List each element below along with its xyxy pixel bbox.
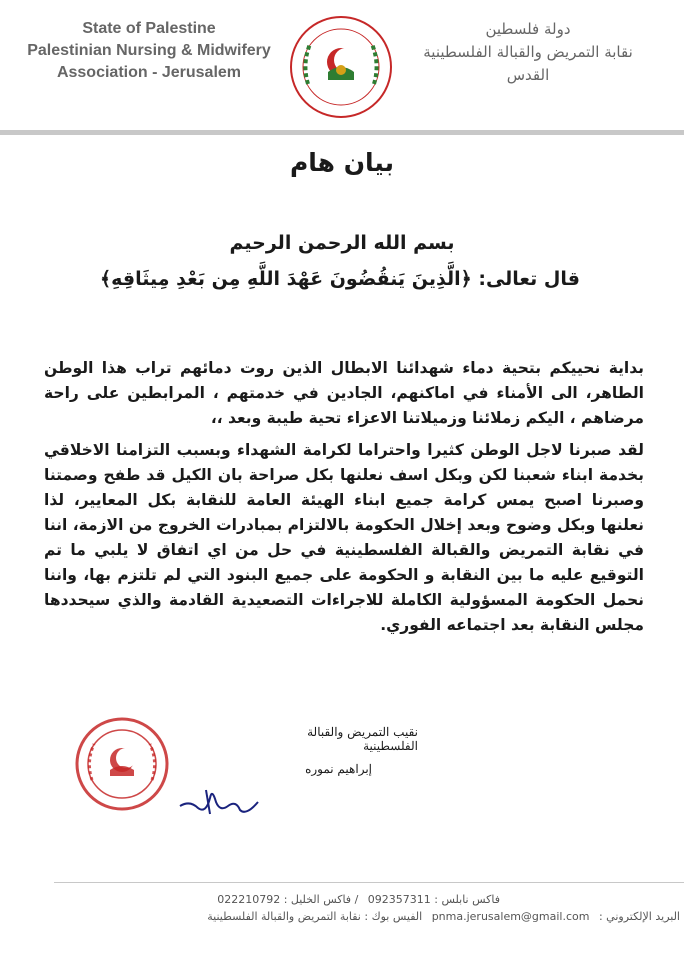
en-line-3: Association - Jerusalem (56, 64, 242, 81)
basmala: بسم الله الرحمن الرحيم (229, 232, 455, 254)
handwritten-signature (176, 780, 262, 820)
email-label: البريد الإلكتروني : (598, 910, 680, 923)
email-address[interactable]: pnma.jerusalem@gmail.com (431, 910, 590, 923)
header-divider (0, 130, 684, 135)
ar-line-1: دولة فلسطين (485, 20, 571, 38)
fax-nablus: فاكس نابلس : 092357311 (367, 893, 500, 906)
paragraph-statement: لقد صبرنا لاجل الوطن كثيرا واحتراما لكرامة الشهداء وبسبب التزامنا الاخلاقي بخدمة ابناء شعبنا لكن وبكل اسف نعلنها بكل صراحة بان الكيل قد طفح وصمتنا وصبرنا اصبح يمس كرامة جميع ابناء الهيئة العامة للنقابة بكل المعايير، لذا نعلنها وبكل وضوح وبعد إخلال الحكومة بالالتزام بمبادرات الخروج من الازمة، اننا في نقابة التمريض والقبالة الفلسطينية في حل من اي اتفاق لا يلبي ما تم التوقيع عليه ما بين النقابة و الحكومة على جميع البنود التي لم تلتزم بها، واننا نحمل الحكومة المسؤولية الكاملة للاجراءات التصعيدية القادمة والذي سيحددها مجلس النقابة بعد اجتماعه الفوري. (44, 441, 644, 634)
statement-title: بيان هام (289, 148, 395, 177)
fax-hebron: / فاكس الخليل : 022210792 (217, 893, 359, 906)
footer-fax (180, 893, 500, 906)
paragraph-greeting: بداية نحييكم بتحية دماء شهدائنا الابطال الذين روت دمائهم تراب هذا الوطن الطاهر، الى الأمناء في اماكنهم، الجادين في خدمتهم ، المرابطين على راحة مرضاهم ، اليكم زملائنا وزميلاتنا الاعزاء تحية طيبة وبعد ،، (44, 359, 644, 427)
en-line-1: State of Palestine (82, 20, 216, 37)
ar-line-2: نقابة التمريض والقبالة الفلسطينية (423, 43, 633, 61)
footer-divider (54, 882, 684, 883)
facebook-page[interactable]: الفيس بوك : نقابة التمريض والقبالة الفلسطينية (207, 910, 423, 923)
ar-line-3: القدس (506, 66, 550, 84)
quran-verse: قال تعالى: ﴿الَّذِينَ يَنقُضُونَ عَهْدَ اللَّهِ مِن بَعْدِ مِيثَاقِهِ﴾ (100, 268, 580, 290)
en-line-2: Palestinian Nursing & Midwifery (27, 42, 271, 59)
association-seal (74, 716, 170, 812)
arabic-letterhead (388, 18, 668, 87)
signatory-title: نقيب التمريض والقبالة الفلسطينية (307, 725, 418, 753)
english-letterhead (14, 18, 284, 84)
signatory-name: إبراهيم نموره (305, 762, 372, 776)
association-logo (288, 14, 394, 120)
footer-contacts (120, 910, 680, 923)
